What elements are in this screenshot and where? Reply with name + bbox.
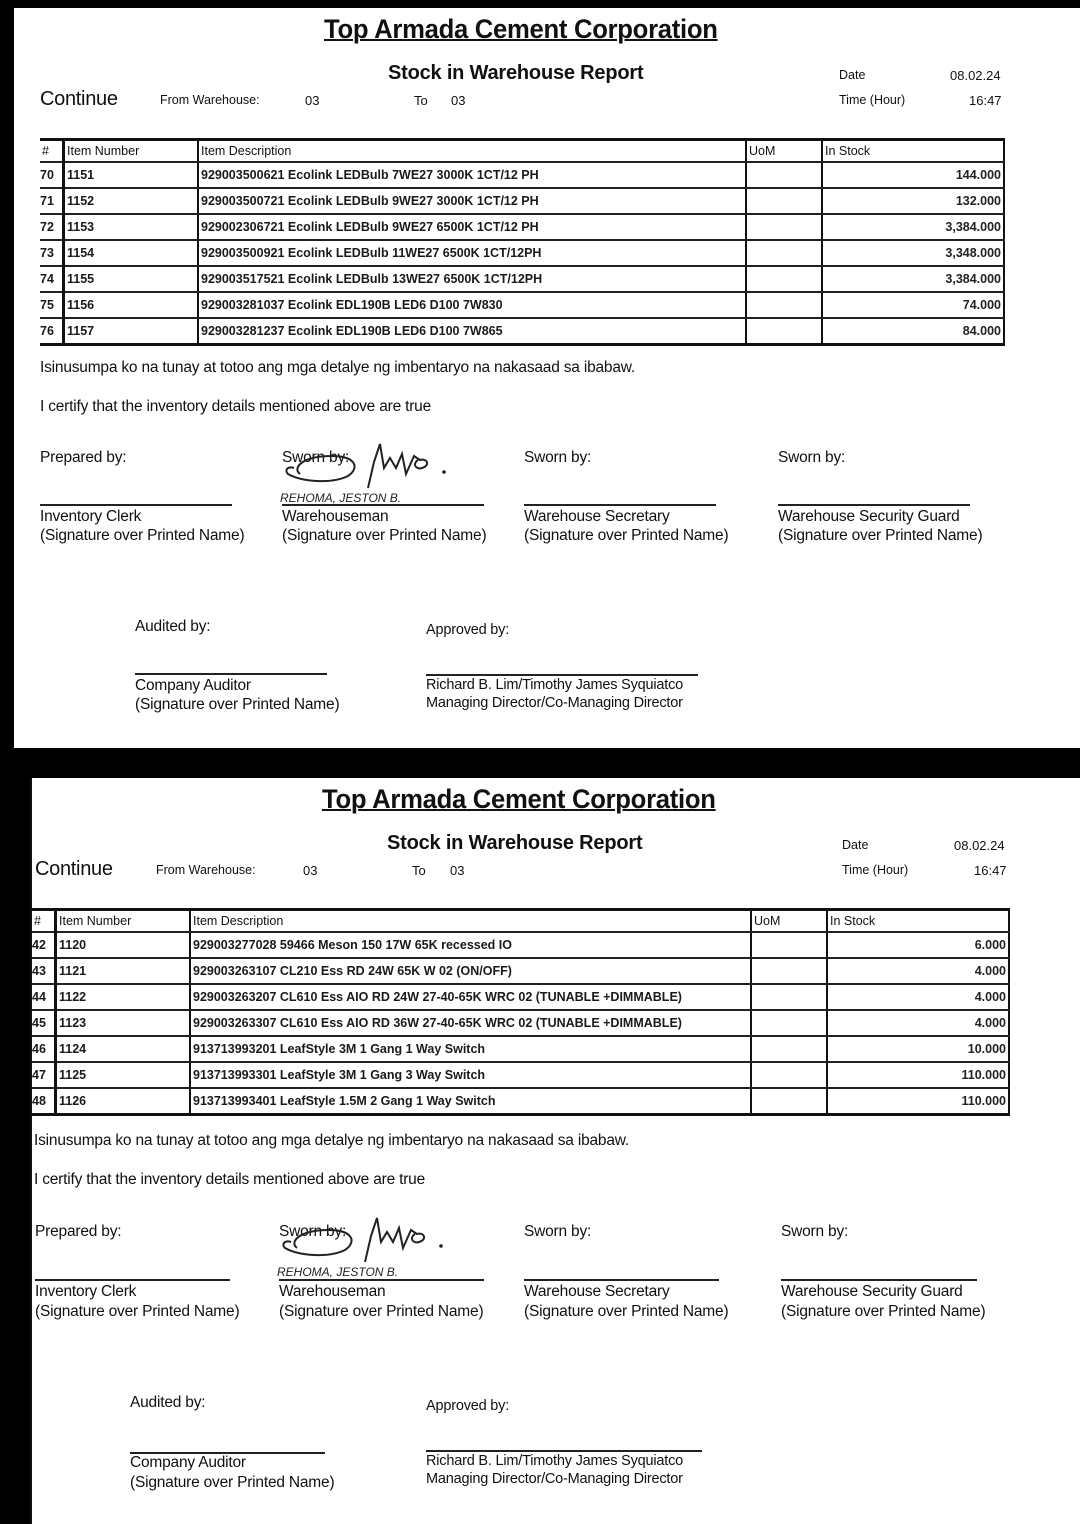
item-description: 913713993401 LeafStyle 1.5M 2 Gang 1 Way Switch (190, 1088, 751, 1115)
item-number: 1123 (56, 1010, 191, 1036)
signatory-note: (Signature over Printed Name) (778, 527, 983, 544)
time-value: 16:47 (974, 863, 1007, 878)
date-value: 08.02.24 (950, 68, 1001, 83)
signatory-label: Sworn by: (781, 1223, 849, 1240)
signatory-role: Warehouse Secretary (524, 1283, 670, 1300)
from-warehouse-label: From Warehouse: (156, 863, 256, 877)
signatory-note: (Signature over Printed Name) (781, 1303, 986, 1320)
table-row (32, 1036, 1009, 1062)
item-description: 929003500621 Ecolink LEDBulb 7WE27 3000K 1CT/12 PH (198, 162, 746, 188)
row-index: 71 (40, 188, 64, 214)
signatory-role: Richard B. Lim/Timothy James Syquiatco (426, 1453, 683, 1469)
row-index: 73 (40, 240, 64, 266)
col-header-item-description: Item Description (198, 140, 746, 163)
item-number: 1156 (64, 292, 199, 318)
signatory-company-auditor (130, 1394, 350, 1491)
item-number: 1157 (64, 318, 199, 345)
signatory-role: Richard B. Lim/Timothy James Syquiatco (426, 677, 683, 693)
signatory-role: Company Auditor (130, 1454, 246, 1471)
table-row (40, 240, 1004, 266)
signatory-note: Managing Director/Co-Managing Director (426, 1471, 683, 1487)
uom (746, 318, 822, 345)
signature-line (524, 1279, 719, 1281)
signatory-role: Warehouse Secretary (524, 508, 670, 525)
col-header-item-number: Item Number (56, 910, 191, 933)
signatory-inventory-clerk (35, 1223, 255, 1320)
signatory-role: Warehouse Security Guard (781, 1283, 963, 1300)
item-number: 1125 (56, 1062, 191, 1088)
table-row (32, 1010, 1009, 1036)
signature-line (135, 673, 327, 675)
signatory-company-auditor (135, 618, 355, 713)
stock-table (40, 138, 1005, 346)
item-description: 929003517521 Ecolink LEDBulb 13WE27 6500K 1CT/12PH (198, 266, 746, 292)
signatory-approver (426, 1398, 683, 1487)
in-stock: 74.000 (822, 292, 1004, 318)
row-index: 70 (40, 162, 64, 188)
item-description: 929003281237 Ecolink EDL190B LED6 D100 7W865 (198, 318, 746, 345)
signatory-note: (Signature over Printed Name) (524, 527, 729, 544)
item-description: 929003500921 Ecolink LEDBulb 11WE27 6500K 1CT/12PH (198, 240, 746, 266)
signature-line (35, 1279, 230, 1281)
table-row (32, 984, 1009, 1010)
signatory-label: Sworn by: (279, 1223, 347, 1240)
col-header-number: # (32, 910, 56, 933)
time-label: Time (Hour) (839, 93, 906, 107)
signatory-label: Prepared by: (35, 1223, 122, 1240)
signatory-label: Audited by: (130, 1394, 206, 1411)
signature-line (282, 504, 484, 506)
item-number: 1155 (64, 266, 199, 292)
item-description: 929003263207 CL610 Ess AIO RD 24W 27-40-65K WRC 02 (TUNABLE +DIMMABLE) (190, 984, 751, 1010)
in-stock: 3,384.000 (822, 266, 1004, 292)
table-row (32, 958, 1009, 984)
signature-line (778, 504, 970, 506)
from-warehouse-value: 03 (303, 863, 318, 878)
signatory-security-guard (781, 1223, 1001, 1320)
row-index: 46 (32, 1036, 56, 1062)
table-row (40, 292, 1004, 318)
uom (751, 958, 827, 984)
uom (751, 1010, 827, 1036)
col-header-in-stock: In Stock (827, 910, 1009, 933)
table-row (40, 214, 1004, 240)
row-index: 42 (32, 932, 56, 958)
col-header-number: # (40, 140, 64, 163)
row-index: 43 (32, 958, 56, 984)
statement-tagalog: Isinusumpa ko na tunay at totoo ang mga detalye ng imbentaryo na nakasaad sa ibabaw. (34, 1132, 629, 1149)
signatory-approver (426, 622, 683, 711)
uom (751, 932, 827, 958)
in-stock: 84.000 (822, 318, 1004, 345)
col-header-uom: UoM (751, 910, 827, 933)
row-index: 76 (40, 318, 64, 345)
to-label: To (414, 93, 428, 108)
signatory-note: (Signature over Printed Name) (279, 1303, 484, 1320)
signatory-note: (Signature over Printed Name) (524, 1303, 729, 1320)
signatory-label: Sworn by: (778, 449, 846, 466)
item-description: 913713993201 LeafStyle 3M 1 Gang 1 Way Switch (190, 1036, 751, 1062)
svg-text:REHOMA, JESTON B.: REHOMA, JESTON B. (280, 491, 402, 505)
continue-label: Continue (40, 88, 118, 110)
date-label: Date (842, 838, 869, 852)
signatory-label: Sworn by: (524, 449, 592, 466)
signature-line (426, 674, 698, 676)
from-warehouse-label: From Warehouse: (160, 93, 260, 107)
row-index: 74 (40, 266, 64, 292)
signatory-label: Approved by: (426, 622, 510, 638)
row-index: 45 (32, 1010, 56, 1036)
signatory-note: (Signature over Printed Name) (282, 527, 487, 544)
row-index: 47 (32, 1062, 56, 1088)
signatory-role: Warehouseman (279, 1283, 386, 1300)
in-stock: 110.000 (827, 1062, 1009, 1088)
signature-line (426, 1450, 702, 1452)
signatory-role: Warehouse Security Guard (778, 508, 960, 525)
col-header-in-stock: In Stock (822, 140, 1004, 163)
row-index: 75 (40, 292, 64, 318)
col-header-uom: UoM (746, 140, 822, 163)
col-header-item-description: Item Description (190, 910, 751, 933)
item-number: 1152 (64, 188, 199, 214)
signature-line (279, 1279, 484, 1281)
company-title: Top Armada Cement Corporation (322, 784, 716, 814)
in-stock: 4.000 (827, 984, 1009, 1010)
uom (751, 984, 827, 1010)
item-number: 1154 (64, 240, 199, 266)
uom (751, 1062, 827, 1088)
to-value: 03 (450, 863, 465, 878)
item-number: 1120 (56, 932, 191, 958)
item-description: 929003263307 CL610 Ess AIO RD 36W 27-40-65K WRC 02 (TUNABLE +DIMMABLE) (190, 1010, 751, 1036)
signatory-role: Inventory Clerk (40, 508, 142, 525)
item-number: 1153 (64, 214, 199, 240)
signatory-note: Managing Director/Co-Managing Director (426, 695, 683, 711)
signatory-note: (Signature over Printed Name) (35, 1303, 240, 1320)
stock-table (32, 908, 1010, 1116)
item-description: 929003277028 59466 Meson 150 17W 65K recessed IO (190, 932, 751, 958)
time-label: Time (Hour) (842, 863, 909, 877)
signatory-label: Approved by: (426, 1398, 510, 1414)
item-description: 913713993301 LeafStyle 3M 1 Gang 3 Way Switch (190, 1062, 751, 1088)
uom (746, 292, 822, 318)
item-number: 1126 (56, 1088, 191, 1115)
report-page-2 (30, 778, 1080, 1524)
company-title: Top Armada Cement Corporation (324, 14, 718, 44)
uom (751, 1088, 827, 1115)
signatory-security-guard (778, 449, 998, 544)
row-index: 72 (40, 214, 64, 240)
date-value: 08.02.24 (954, 838, 1005, 853)
in-stock: 10.000 (827, 1036, 1009, 1062)
table-header-row (32, 910, 1009, 933)
report-title: Stock in Warehouse Report (388, 62, 644, 84)
table-row (40, 188, 1004, 214)
signatory-label: Sworn by: (524, 1223, 592, 1240)
signature-line (781, 1279, 977, 1281)
continue-label: Continue (35, 858, 113, 880)
uom (746, 240, 822, 266)
signatory-role: Company Auditor (135, 677, 251, 694)
item-number: 1121 (56, 958, 191, 984)
item-number: 1124 (56, 1036, 191, 1062)
uom (746, 188, 822, 214)
signatory-label: Prepared by: (40, 449, 127, 466)
in-stock: 132.000 (822, 188, 1004, 214)
item-description: 929003500721 Ecolink LEDBulb 9WE27 3000K 1CT/12 PH (198, 188, 746, 214)
report-page-1 (14, 8, 1080, 748)
in-stock: 4.000 (827, 1010, 1009, 1036)
table-header-row (40, 140, 1004, 163)
statement-english: I certify that the inventory details mentioned above are true (40, 398, 432, 415)
signatory-label: Sworn by: (282, 449, 350, 466)
signatory-note: (Signature over Printed Name) (130, 1474, 335, 1491)
in-stock: 144.000 (822, 162, 1004, 188)
svg-text:REHOMA, JESTON B.: REHOMA, JESTON B. (277, 1265, 399, 1279)
signatory-warehouse-secretary (524, 1223, 744, 1320)
signatory-note: (Signature over Printed Name) (135, 696, 340, 713)
from-warehouse-value: 03 (305, 93, 320, 108)
statement-tagalog: Isinusumpa ko na tunay at totoo ang mga detalye ng imbentaryo na nakasaad sa ibabaw. (40, 359, 635, 376)
item-description: 929003263107 CL210 Ess RD 24W 65K W 02 (ON/OFF) (190, 958, 751, 984)
item-number: 1122 (56, 984, 191, 1010)
in-stock: 3,384.000 (822, 214, 1004, 240)
col-header-item-number: Item Number (64, 140, 199, 163)
table-row (40, 318, 1004, 345)
item-description: 929002306721 Ecolink LEDBulb 9WE27 6500K 1CT/12 PH (198, 214, 746, 240)
signatory-role: Warehouseman (282, 508, 389, 525)
table-row (32, 1062, 1009, 1088)
uom (746, 162, 822, 188)
signatory-label: Audited by: (135, 618, 211, 635)
uom (751, 1036, 827, 1062)
to-label: To (412, 863, 426, 878)
report-title: Stock in Warehouse Report (387, 832, 643, 854)
row-index: 44 (32, 984, 56, 1010)
in-stock: 110.000 (827, 1088, 1009, 1115)
date-label: Date (839, 68, 866, 82)
signatory-warehouse-secretary (524, 449, 744, 544)
signatory-role: Inventory Clerk (35, 1283, 137, 1300)
table-row (32, 932, 1009, 958)
table-row (40, 266, 1004, 292)
uom (746, 214, 822, 240)
signature-line (40, 504, 232, 506)
signature-line (524, 504, 716, 506)
item-number: 1151 (64, 162, 199, 188)
item-description: 929003281037 Ecolink EDL190B LED6 D100 7W830 (198, 292, 746, 318)
signatory-note: (Signature over Printed Name) (40, 527, 245, 544)
signatory-inventory-clerk (40, 449, 260, 544)
to-value: 03 (451, 93, 466, 108)
in-stock: 6.000 (827, 932, 1009, 958)
uom (746, 266, 822, 292)
statement-english: I certify that the inventory details mentioned above are true (34, 1171, 426, 1188)
in-stock: 3,348.000 (822, 240, 1004, 266)
table-row (32, 1088, 1009, 1115)
row-index: 48 (32, 1088, 56, 1115)
table-row (40, 162, 1004, 188)
time-value: 16:47 (969, 93, 1002, 108)
in-stock: 4.000 (827, 958, 1009, 984)
